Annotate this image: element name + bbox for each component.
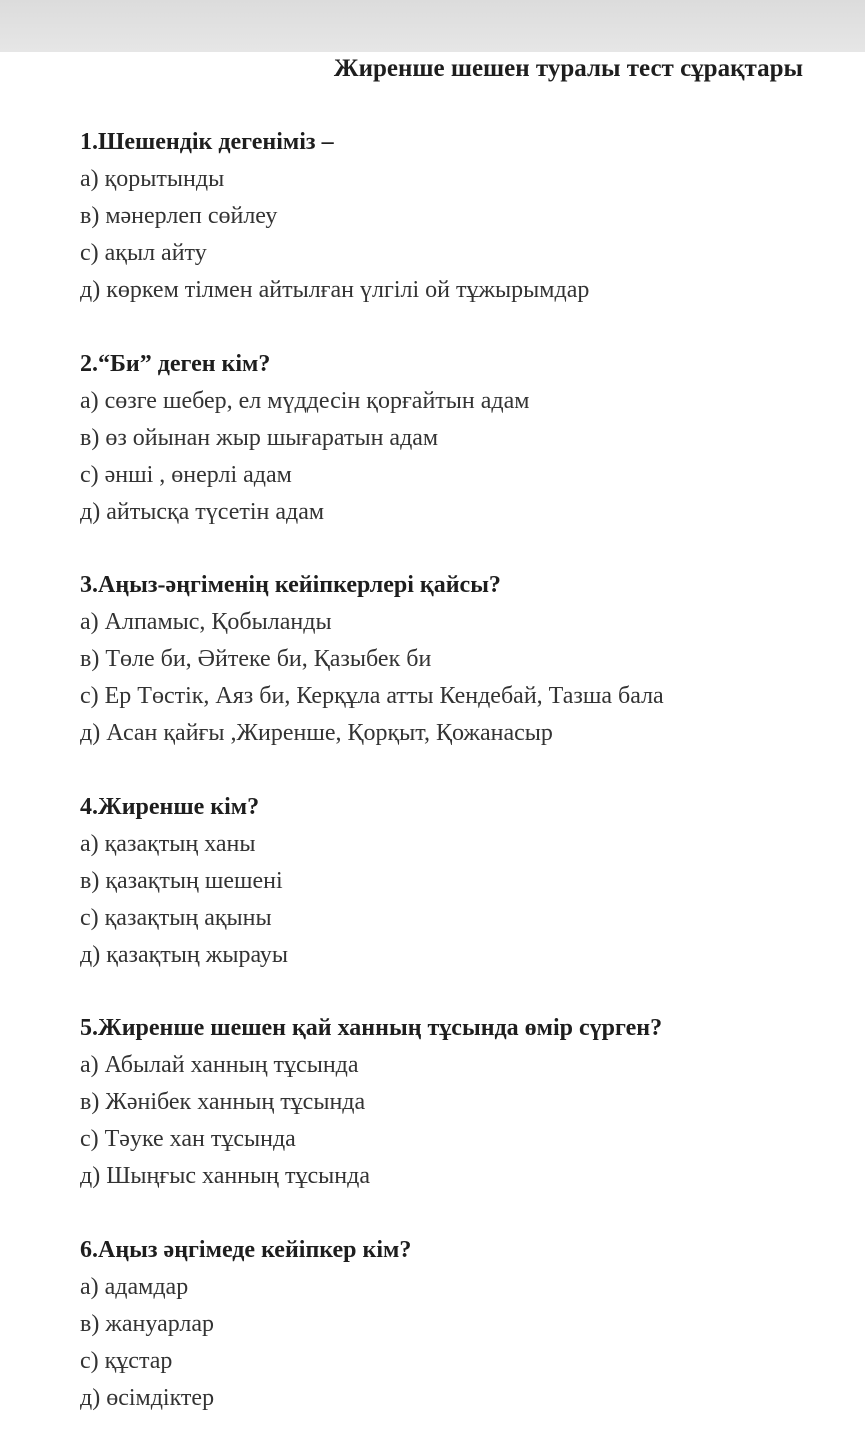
question-1 xyxy=(80,124,840,309)
answer-option-d: д) айтысқа түсетін адам xyxy=(80,498,325,525)
answer-option-c: с) ақыл айту xyxy=(80,240,207,266)
answer-option-c: с) Ер Төстік, Аяз би, Керқұла атты Кендебай, Тазша бала xyxy=(80,683,664,710)
answer-option-a: а) Абылай ханның тұсында xyxy=(80,1052,359,1079)
answer-option-b: в) мәнерлеп сөйлеу xyxy=(80,203,278,229)
answer-option-d: д) қазақтың жырауы xyxy=(80,941,289,968)
question-3 xyxy=(80,567,840,752)
answer-option-c: с) құстар xyxy=(80,1347,173,1374)
question-4 xyxy=(80,789,840,974)
answer-option-a: а) қазақтың ханы xyxy=(80,830,256,857)
answer-option-c: с) қазақтың ақыны xyxy=(80,904,272,931)
document-page xyxy=(0,52,865,1443)
answer-option-c: с) Тәуке хан тұсында xyxy=(80,1126,296,1153)
top-status-strip xyxy=(0,0,865,53)
answer-option-b: в) жануарлар xyxy=(80,1310,215,1337)
answer-option-b: в) Төле би, Әйтеке би, Қазыбек би xyxy=(80,646,432,673)
answer-option-b: в) қазақтың шешені xyxy=(80,867,283,894)
answer-option-b: в) өз ойынан жыр шығаратын адам xyxy=(80,424,439,451)
answer-option-d: д) Шыңғыс ханның тұсында xyxy=(80,1163,370,1190)
question-5 xyxy=(80,1010,840,1195)
question-text: 1.Шешендік дегеніміз – xyxy=(80,129,334,155)
question-list xyxy=(80,124,840,1454)
question-text: 5.Жиренше шешен қай ханның тұсында өмір сүрген? xyxy=(80,1015,663,1042)
answer-option-d: д) көркем тілмен айтылған үлгілі ой тұжырымдар xyxy=(80,277,590,303)
question-6 xyxy=(80,1232,840,1417)
answer-option-b: в) Жәнібек ханның тұсында xyxy=(80,1089,366,1116)
answer-option-d: д) Асан қайғы ,Жиренше, Қорқыт, Қожанасыр xyxy=(80,720,553,747)
question-text: 3.Аңыз-әңгіменің кейіпкерлері қайсы? xyxy=(80,572,501,599)
answer-option-c: с) әнші , өнерлі адам xyxy=(80,461,292,488)
question-text: 4.Жиренше кім? xyxy=(80,793,260,820)
question-text: 6.Аңыз әңгімеде кейіпкер кім? xyxy=(80,1236,412,1263)
answer-option-d: д) өсімдіктер xyxy=(80,1384,215,1411)
answer-option-a: а) адамдар xyxy=(80,1273,189,1300)
answer-option-a: а) Алпамыс, Қобыланды xyxy=(80,609,332,636)
answer-option-a: а) қорытынды xyxy=(80,166,225,192)
question-2 xyxy=(80,346,840,531)
question-text: 2.“Би” деген кім? xyxy=(80,350,271,377)
answer-option-a: а) сөзге шебер, ел мүддесін қорғайтын адам xyxy=(80,387,530,414)
document-title: Жиренше шешен туралы тест сұрақтары xyxy=(333,55,803,82)
